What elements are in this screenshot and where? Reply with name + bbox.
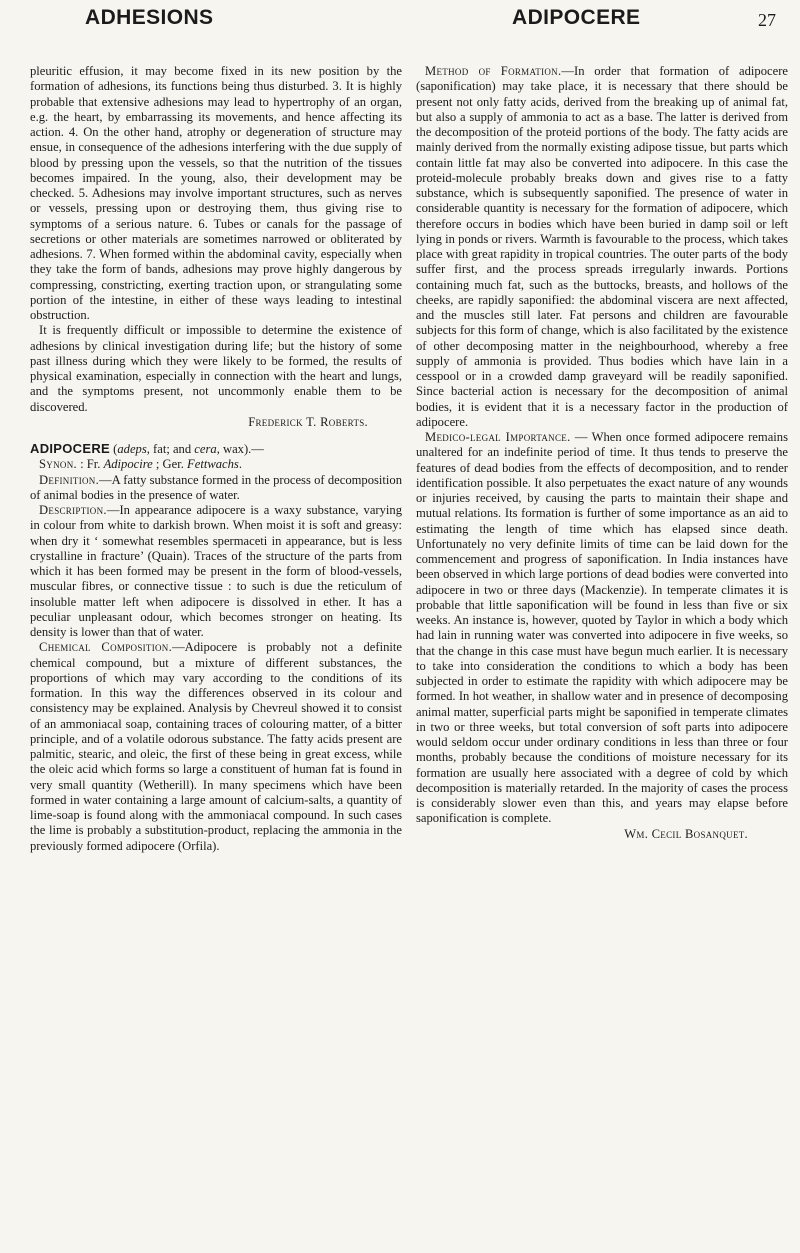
left-column (30, 64, 402, 1244)
chemical-composition-text: —Adipocere is probably not a definite chemical compound, but a mixture of different substances, the proportions of which may vary according to the conditions of its formation. In this way the differences observed in its colour and consistency may be explained. Analysis by Chevreul showed it to consist of an ammoniacal soap, containing traces of colouring matter, of a bitter principle, and of a volatile odorous substance. The fatty acids present are palmitic, stearic, and oleic, the first of these being in great excess, while the oleic acid which forms so large a constituent of human fat is found in very small quantity (Wetherill). In many specimens which have been formed in water containing a large amount of calcium-salts, a quantity of lime-soap is found along with the ammoniacal compound. In such cases the lime is probably a substitution-product, replacing the ammonia in the previously formed adipocere (Orfila). (30, 640, 402, 853)
page-number: 27 (758, 10, 776, 30)
medico-legal-paragraph (416, 430, 788, 827)
method-of-formation-paragraph (416, 64, 788, 430)
etymology-close: , wax).— (216, 442, 264, 456)
synonyms-mid: ; Ger. (152, 457, 188, 472)
etymology-mid: , fat; and (146, 442, 195, 456)
description-label: Description. (39, 503, 107, 517)
synonym-german: Fettwachs (187, 457, 239, 472)
synonyms-line (30, 457, 402, 472)
chemical-composition-label: Chemical Composition. (39, 640, 173, 655)
chemical-composition-paragraph (30, 640, 402, 854)
synonym-french: Adipocire (103, 457, 153, 472)
paragraph-adhesions-diagnosis: It is frequently difficult or impossible to determine the existence of adhesions by clinical investigation during life; but the history of some past illness during which they were likely to be formed, the results of physical examination, especially in connection with the heart and lungs, and the symptoms present, not uncommonly enable them to be discovered. (30, 323, 402, 414)
running-head-right: ADIPOCERE (512, 6, 641, 29)
method-of-formation-label: Method of Formation. (425, 64, 562, 78)
etymology-adeps: adeps (117, 442, 147, 456)
synonyms-label: Synon. (39, 457, 77, 472)
running-head-left: ADHESIONS (85, 6, 214, 29)
author-signature-bosanquet: Wm. Cecil Bosanquet. (624, 826, 748, 841)
etymology-cera: cera (194, 442, 217, 456)
medico-legal-text: — When once formed adipocere remains unaltered for an indefinite period of time. It thus tends to preserve the features of dead bodies from the effects of decomposition, and to render identification possible. It also perpetuates the exact nature of any wounds or injuries received, by causing the parts to maintain their shape and mutual relations. Its formation is further of some importance as an aid to estimating the length of time which has elapsed since death. Unfortunately no very definite limits of time can be laid down for the commencement and progress of saponification. In India instances have been observed in which large portions of dead bodies were converted into adipocere in two or three days (Mackenzie). In temperate climates it is probable that little saponification will be found in less than five or six weeks. An instance is, however, quoted by Taylor in which a body which had lain in running water was converted into adipocere in five weeks, so that the change in this case must have begun much earlier. It is necessary to take into consideration the conditions to which a body has been subjected in order to estimate the rapidity with which adipocere may be formed. In hot weather, in shallow water and in presence of decomposing animal matter, superficial parts might be saponified in temperate climates in two or three weeks, but total conversion of soft parts into adipocere would seldom occur under ordinary conditions in less than three or four months, probably because the conditions of moisture necessary for its formation are usually here associated with a degree of cold by which decomposition is materially retarded. In the majority of cases the process is considerably slower even than this, and years may elapse before saponification is complete. (416, 430, 788, 826)
entry-adipocere-heading (30, 441, 402, 457)
description-paragraph (30, 503, 402, 640)
synonyms-pre: : Fr. (76, 457, 104, 472)
etymology-open: ( (110, 442, 118, 456)
text-columns (30, 64, 788, 1244)
definition-paragraph (30, 473, 402, 504)
medico-legal-label: Medico-legal Importance. (425, 430, 571, 444)
description-text: —In appearance adipocere is a waxy substance, varying in colour from white to darkish brown. When moist it is soft and greasy: when dry it ‘ somewhat resembles spermaceti in appearance, but is less crystalline in fracture’ (Quain). Traces of the structure of the parts from which it has been formed may be present in the form of blood-vessels, muscular fibres, or connective tissue : to such is due the reticulum of insoluble matter left when adipocere is dissolved in ether. It has a peculiar unpleasant odour, which becomes stronger on heating. Its density is lower than that of water. (30, 503, 402, 639)
paragraph-adhesions-effects: pleuritic effusion, it may become fixed in its new position by the formation of adhesions, its functions being thus disturbed. 3. It is highly probable that extensive adhesions may lead to hypertrophy of an organ, e.g. the heart, by embarrassing its movements, and hence affecting its action. 4. On the other hand, atrophy or degeneration of structure may ensue, in consequence of the adhesions interfering with the due supply of blood by pressing upon the vessels, so that the nutrition of the tissues becomes impaired. In the young, also, their development may be checked. 5. Adhesions may involve important structures, such as nerves or vessels, pressing upon or destroying them, thus giving rise to symptoms of a serious nature. 6. Tubes or canals for the passage of secretions or other materials are sometimes narrowed or obliterated by adhesions. 7. When formed within the abdominal cavity, especially when they take the form of bands, adhesions may prove highly dangerous by compressing, constricting, exerting traction upon, or strangulating some portion of the intestine, in either of these ways leading to intestinal obstruction. (30, 64, 402, 322)
method-of-formation-text: —In order that formation of adipocere (saponification) may take place, it is necessary that there should be present not only fatty acids, derived from the breaking up of animal fat, but also a supply of ammonia to act as a base. The latter is derived from the decomposition of the proteid portions of the body. The fatty acids are mainly derived from the normally existing adipose tissue, but parts which contain little fat may also be converted into adipocere. In this case the proteid-molecule probably breaks down and gives rise to a fatty substance, which is subsequently saponified. The presence of water in considerable quantity is necessary for the formation of adipocere, which therefore occurs in bodies which have been buried in damp soil or left lying in ponds or rivers. Warmth is favourable to the process, which takes place with great rapidity in tropical countries. The outer parts of the body suffer first, and the process spreads irregularly inwards. Portions containing much fat, such as the buttocks, breasts, and hollows of the cheeks, are rapidly saponified: the abdominal viscera are next affected, and the muscles still later. Fat persons and children are favourable subjects for this form of change, which is also facilitated by the existence of other decomposing matter in the neighbourhood, whereby a free supply of ammonia is provided. Thus bodies which have lain in a cesspool or in a crowded damp graveyard will be readily saponified. Since bacterial action is necessary for the decomposition of animal bodies, it is evident that it is a necessary factor in the production of adipocere. (416, 64, 788, 429)
right-column (416, 64, 788, 1244)
entry-title: ADIPOCERE (30, 441, 110, 456)
author-signature-roberts: Frederick T. Roberts. (248, 414, 368, 429)
page-header (30, 6, 782, 36)
definition-text: —A fatty substance formed in the process of decomposition of animal bodies in the presence of water. (30, 472, 402, 502)
definition-label: Definition. (39, 472, 100, 487)
synonyms-post: . (238, 457, 242, 472)
